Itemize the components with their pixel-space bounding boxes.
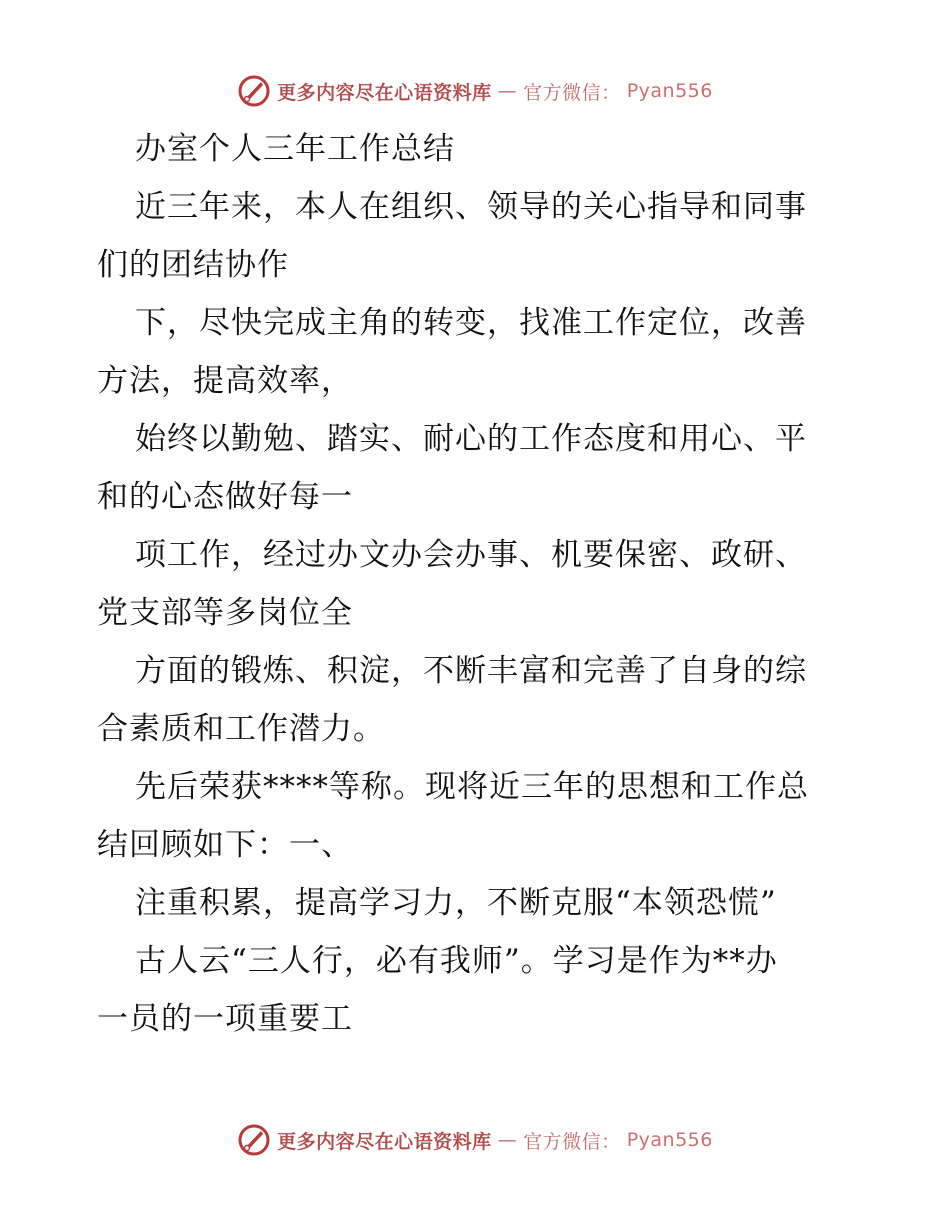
text-line: 和的心态做好每一: [97, 479, 353, 515]
banner-separator: —: [497, 1129, 518, 1151]
text-line: 党支部等多岗位全: [97, 595, 353, 631]
footer-banner: [0, 1120, 950, 1160]
text-line: 合素质和工作潜力。: [97, 711, 385, 747]
text-line: 项工作，经过办文办会办事、机要保密、政研、: [135, 537, 807, 573]
banner-site-name: 更多内容尽在心语资料库: [277, 1130, 492, 1153]
text-line: 办室个人三年工作总结: [135, 131, 455, 167]
banner-wechat-id: Pyan556: [626, 1129, 713, 1151]
document-body: [97, 120, 857, 1048]
text-line: 方面的锻炼、积淀，不断丰富和完善了自身的综: [135, 653, 807, 689]
banner-wechat-label: 官方微信：: [523, 1130, 621, 1153]
banner-wechat-id: Pyan556: [626, 80, 713, 102]
text-line: 们的团结协作: [97, 247, 289, 283]
quill-logo-icon: [237, 74, 271, 108]
header-banner: [0, 71, 950, 111]
quill-logo-icon: [237, 1123, 271, 1157]
text-line: 始终以勤勉、踏实、耐心的工作态度和用心、平: [135, 421, 807, 457]
text-line: 注重积累，提高学习力，不断克服“本领恐慌”: [135, 885, 777, 921]
banner-wechat-label: 官方微信：: [523, 81, 621, 104]
banner-site-name: 更多内容尽在心语资料库: [277, 81, 492, 104]
text-line: 近三年来，本人在组织、领导的关心指导和同事: [135, 189, 807, 225]
text-line: 古人云“三人行，必有我师”。学习是作为**办: [135, 943, 778, 979]
text-line: 结回顾如下：一、: [97, 827, 353, 863]
text-line: 一员的一项重要工: [97, 1001, 353, 1037]
text-line: 下，尽快完成主角的转变，找准工作定位，改善: [135, 305, 807, 341]
text-line: 先后荣获****等称。现将近三年的思想和工作总: [135, 769, 809, 805]
banner-separator: —: [497, 80, 518, 102]
text-line: 方法，提高效率，: [97, 363, 353, 399]
